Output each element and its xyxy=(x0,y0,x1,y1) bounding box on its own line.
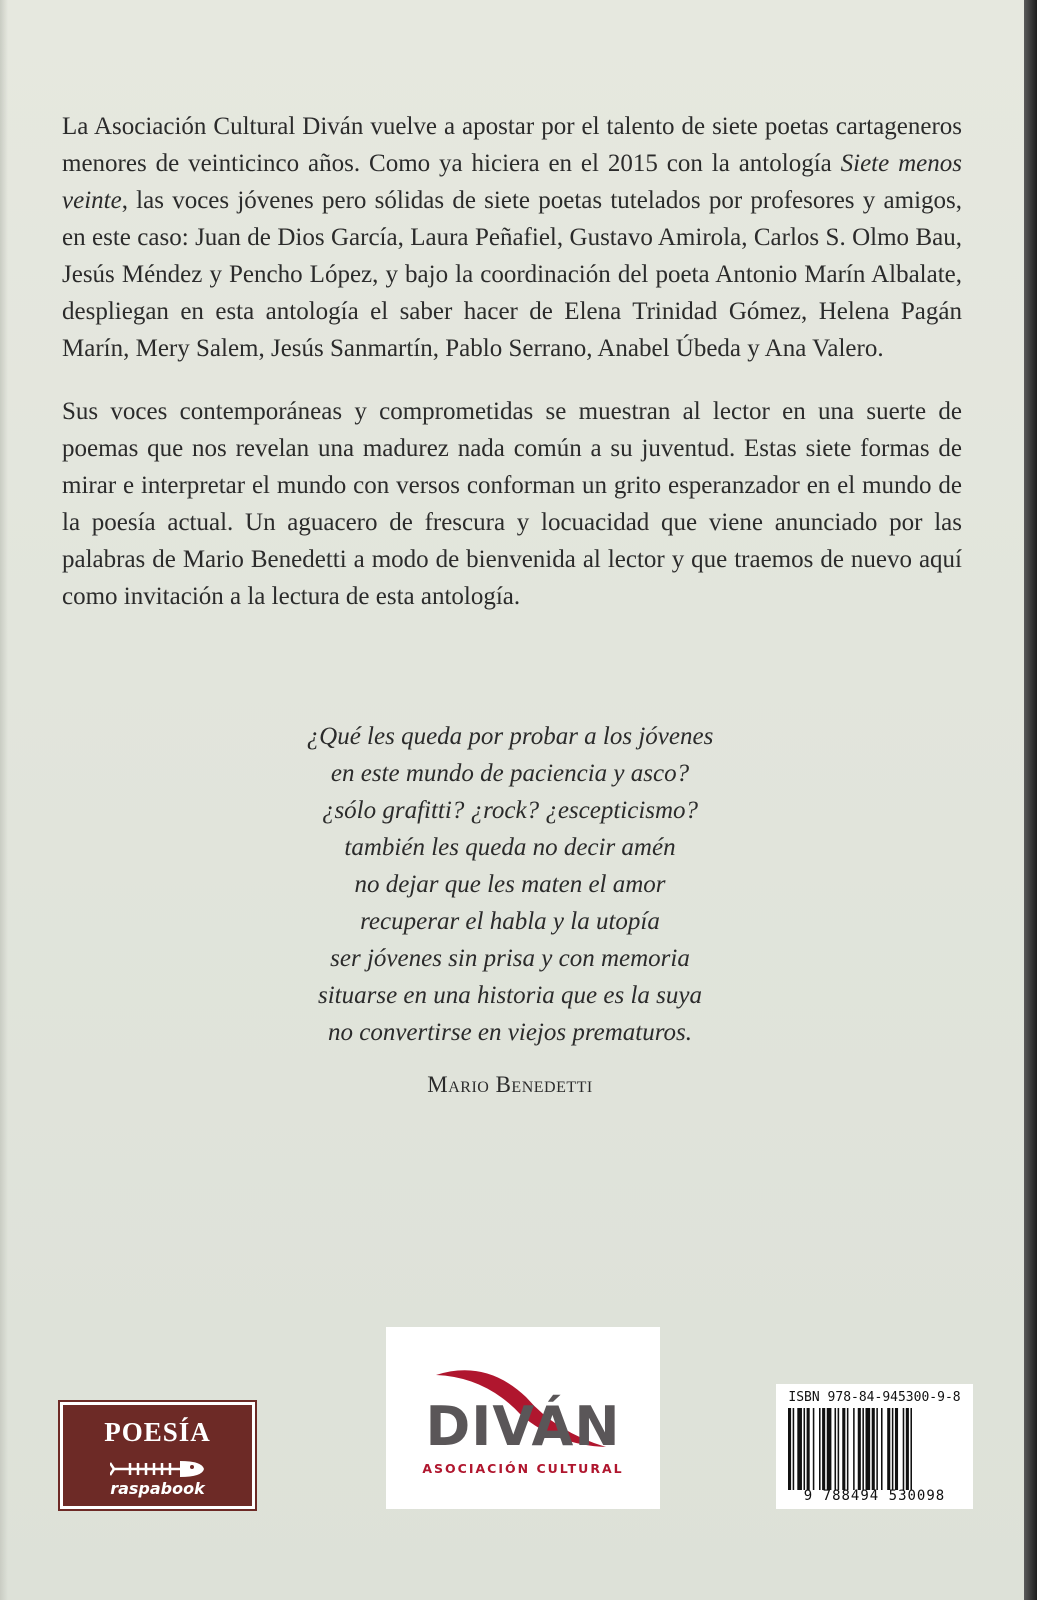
poem-line: situarse en una historia que es la suya xyxy=(317,982,702,1009)
publisher-name: raspabook xyxy=(110,1479,205,1498)
divan-logo xyxy=(386,1327,660,1509)
poem-line: no dejar que les maten el amor xyxy=(354,871,666,898)
synopsis-paragraph-1 xyxy=(62,108,962,367)
isbn-digits: 9 788494 530098 xyxy=(803,1488,946,1504)
synopsis-paragraph-2: Sus voces contemporáneas y comprometidas se muestran al lector en una suerte de poemas que nos revelan una madurez nada común a su juventud. Estas siete formas de mirar e interpretar el mundo con versos conforman un grito esperanzador en el mundo de la poesía actual. Un aguacero de frescura y locuacidad que viene anunciado por las palabras de Mario Benedetti a modo de bienvenida al lector y que traemos de nuevo aquí como invitación a la lectura de esta antología. xyxy=(62,398,962,610)
badge-title: POESÍA xyxy=(104,1417,211,1447)
poem-line: ser jóvenes sin prisa y con memoria xyxy=(330,945,690,972)
poem-line: también les queda no decir amén xyxy=(344,834,676,861)
isbn-label: ISBN 978-84-945300-9-8 xyxy=(788,1390,961,1405)
poem-line: en este mundo de paciencia y asco? xyxy=(330,760,690,787)
poem-line: no convertirse en viejos prematuros. xyxy=(327,1019,693,1046)
poem-author: Mario Benedetti xyxy=(427,1072,593,1097)
poesia-badge xyxy=(60,1402,255,1509)
page-edge-shadow xyxy=(1024,0,1037,1600)
logo-word: DIVÁN xyxy=(425,1395,621,1458)
logo-subtitle: ASOCIACIÓN CULTURAL xyxy=(422,1461,624,1476)
paragraph-1-rest: , las voces jóvenes pero sólidas de siete poetas tutelados por profesores y amigos, en este caso: Juan de Dios García, Laura Peñafiel, Gustavo Amirola, Carlos S. Olmo Bau, Jesús Méndez y Pencho López, y bajo la coordinación del poeta Antonio Marín Albalate, despliegan en esta antología el saber hacer de Elena Trinidad Gómez, Helena Pagán Marín, Mery Salem, Jesús Sanmartín, Pablo Serrano, Anabel Úbeda y Ana Valero. xyxy=(62,187,962,362)
anthology-title: Siete menos veinte xyxy=(62,150,963,214)
poem-line: recuperar el habla y la utopía xyxy=(360,908,660,935)
isbn-barcode xyxy=(776,1384,973,1509)
paragraph-1-start: La Asociación Cultural Diván vuelve a apostar por el talento de siete poetas cartageneros menores de veinticinco años. Como ya hiciera en el 2015 con la antología xyxy=(62,113,962,177)
cover-edge xyxy=(0,0,8,1600)
poem-line: ¿sólo grafitti? ¿rock? ¿escepticismo? xyxy=(321,797,699,824)
poem-line: ¿Qué les queda por probar a los jóvenes xyxy=(306,723,714,750)
poem-quote xyxy=(150,718,870,1051)
synopsis xyxy=(62,108,962,641)
barcode-icon xyxy=(786,1408,966,1490)
